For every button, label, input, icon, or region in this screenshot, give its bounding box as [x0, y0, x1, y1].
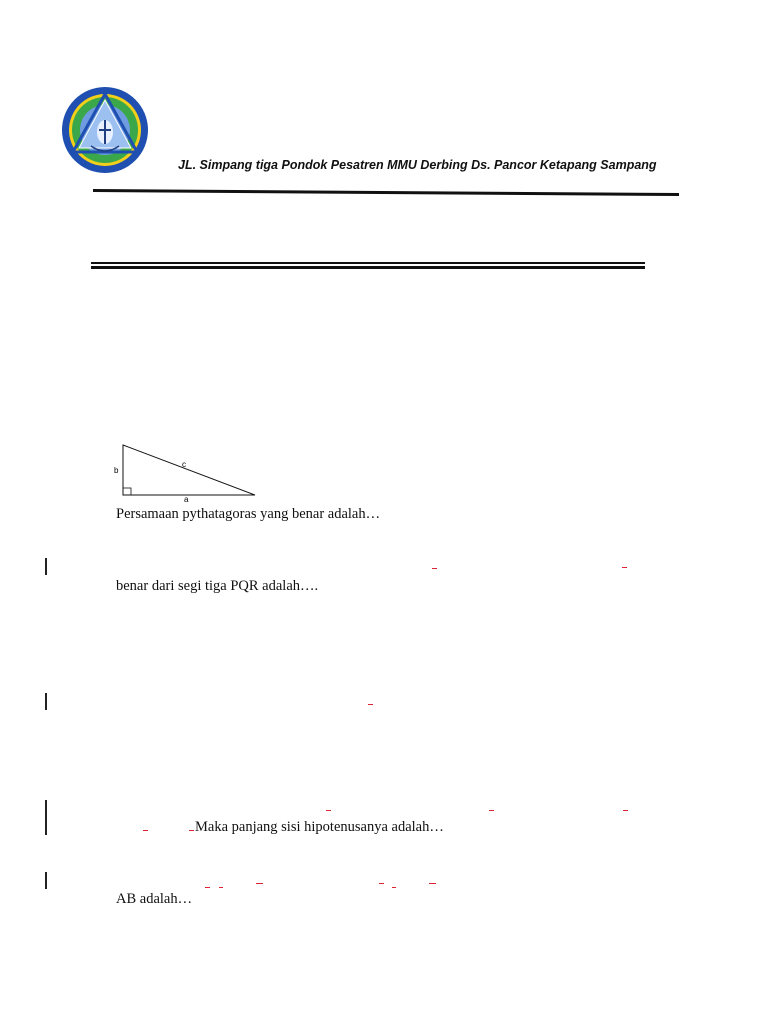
label-c: c [182, 460, 186, 469]
revision-mark [623, 810, 628, 811]
revision-mark [205, 887, 210, 888]
revision-mark [429, 883, 436, 884]
double-rule [91, 262, 645, 271]
revision-mark [189, 830, 194, 831]
revision-mark [368, 704, 373, 705]
right-triangle-figure [110, 440, 260, 502]
label-b: b [114, 466, 119, 475]
revision-mark [489, 810, 494, 811]
revision-mark [379, 883, 384, 884]
revision-mark [219, 887, 223, 888]
question-text: Maka panjang sisi hipotenusanya adalah… [195, 819, 444, 835]
revision-mark [392, 887, 396, 888]
revision-mark [432, 568, 437, 569]
question-text: AB adalah… [116, 891, 193, 907]
change-bar [45, 558, 47, 575]
question-text: Persamaan pythatagoras yang benar adalah… [116, 506, 381, 522]
revision-mark [143, 830, 148, 831]
revision-mark [256, 883, 263, 884]
change-bar [45, 872, 47, 889]
header-rule [93, 184, 679, 192]
school-address: JL. Simpang tiga Pondok Pesatren MMU Derbing Ds. Pancor Ketapang Sampang [178, 158, 657, 172]
revision-mark [622, 567, 627, 568]
question-text: benar dari segi tiga PQR adalah…. [116, 578, 319, 594]
change-bar [45, 693, 47, 710]
school-logo [61, 86, 149, 174]
label-a: a [184, 495, 189, 502]
change-bar [45, 800, 47, 835]
revision-mark [326, 810, 331, 811]
